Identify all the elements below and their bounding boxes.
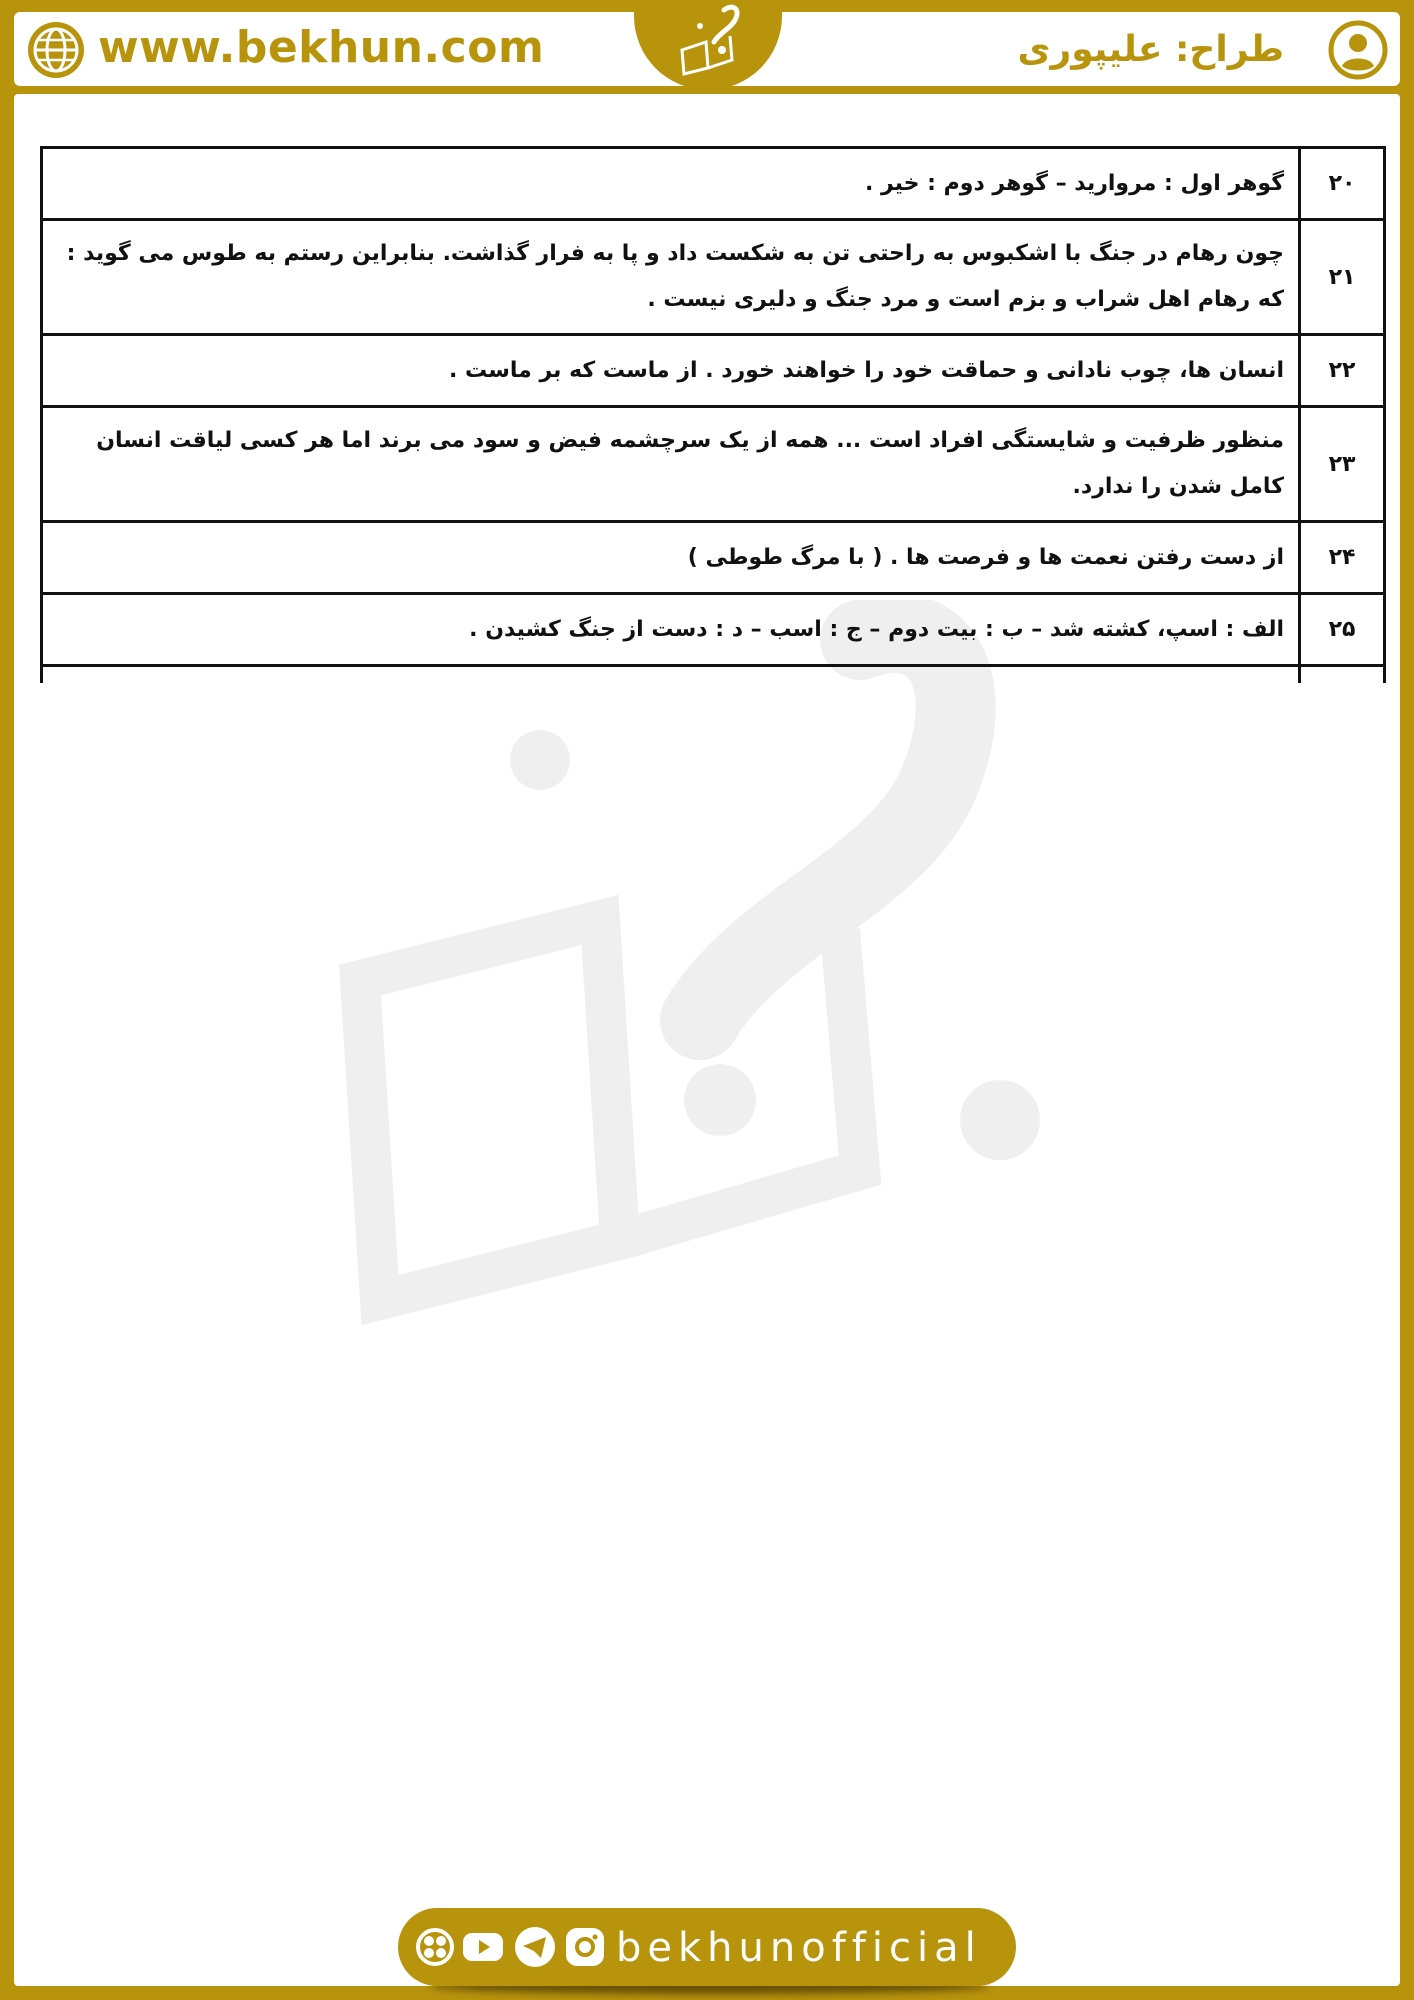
telegram-icon[interactable] — [514, 1926, 556, 1968]
globe-icon — [26, 20, 86, 80]
question-number: ۲۲ — [1300, 335, 1385, 407]
table-row-cut — [42, 666, 1385, 684]
question-number: ۲۱ — [1300, 220, 1385, 335]
answer-text: چون رهام در جنگ با اشکبوس به راحتی تن به شکست داد و پا به فرار گذاشت. بنابراین رستم به طوس می گوید : که رهام اهل شراب و بزم است و مرد جنگ و دلیری نیست . — [42, 220, 1300, 335]
youtube-icon[interactable] — [462, 1926, 504, 1968]
designer-credit: طراح: علیپوری — [1017, 29, 1284, 70]
table-row — [42, 594, 1385, 666]
watermark-logo — [300, 600, 1120, 1420]
header-divider — [14, 86, 1400, 94]
aparat-icon[interactable] — [414, 1926, 456, 1968]
social-handle[interactable]: bekhunofficial — [616, 1925, 982, 1971]
table-row — [42, 220, 1385, 335]
answer-text: منظور ظرفیت و شایستگی افراد است ... همه از یک سرچشمه فیض و سود می برند اما هر کسی لیاقت انسان کامل شدن را ندارد. — [42, 407, 1300, 522]
question-number: ۲۳ — [1300, 407, 1385, 522]
user-icon — [1328, 20, 1388, 80]
site-url-link[interactable]: www.bekhun.com — [98, 22, 545, 73]
answer-text: از دست رفتن نعمت ها و فرصت ها . ( با مرگ طوطی ) — [42, 522, 1300, 594]
table-row — [42, 335, 1385, 407]
table-row — [42, 407, 1385, 522]
question-number: ۲۴ — [1300, 522, 1385, 594]
instagram-icon[interactable] — [564, 1926, 606, 1968]
bekhun-logo — [662, 2, 754, 86]
answer-text: گوهر اول : مروارید – گوهر دوم : خیر . — [42, 148, 1300, 220]
answer-text: انسان ها، چوب نادانی و حماقت خود را خواهند خورد . از ماست که بر ماست . — [42, 335, 1300, 407]
question-number: ۲۰ — [1300, 148, 1385, 220]
table-row — [42, 148, 1385, 220]
answer-text: الف : اسپ، کشته شد – ب : بیت دوم – ج : اسب – د : دست از جنگ کشیدن . — [42, 594, 1300, 666]
table-row — [42, 522, 1385, 594]
answers-table — [40, 146, 1386, 683]
question-number: ۲۵ — [1300, 594, 1385, 666]
